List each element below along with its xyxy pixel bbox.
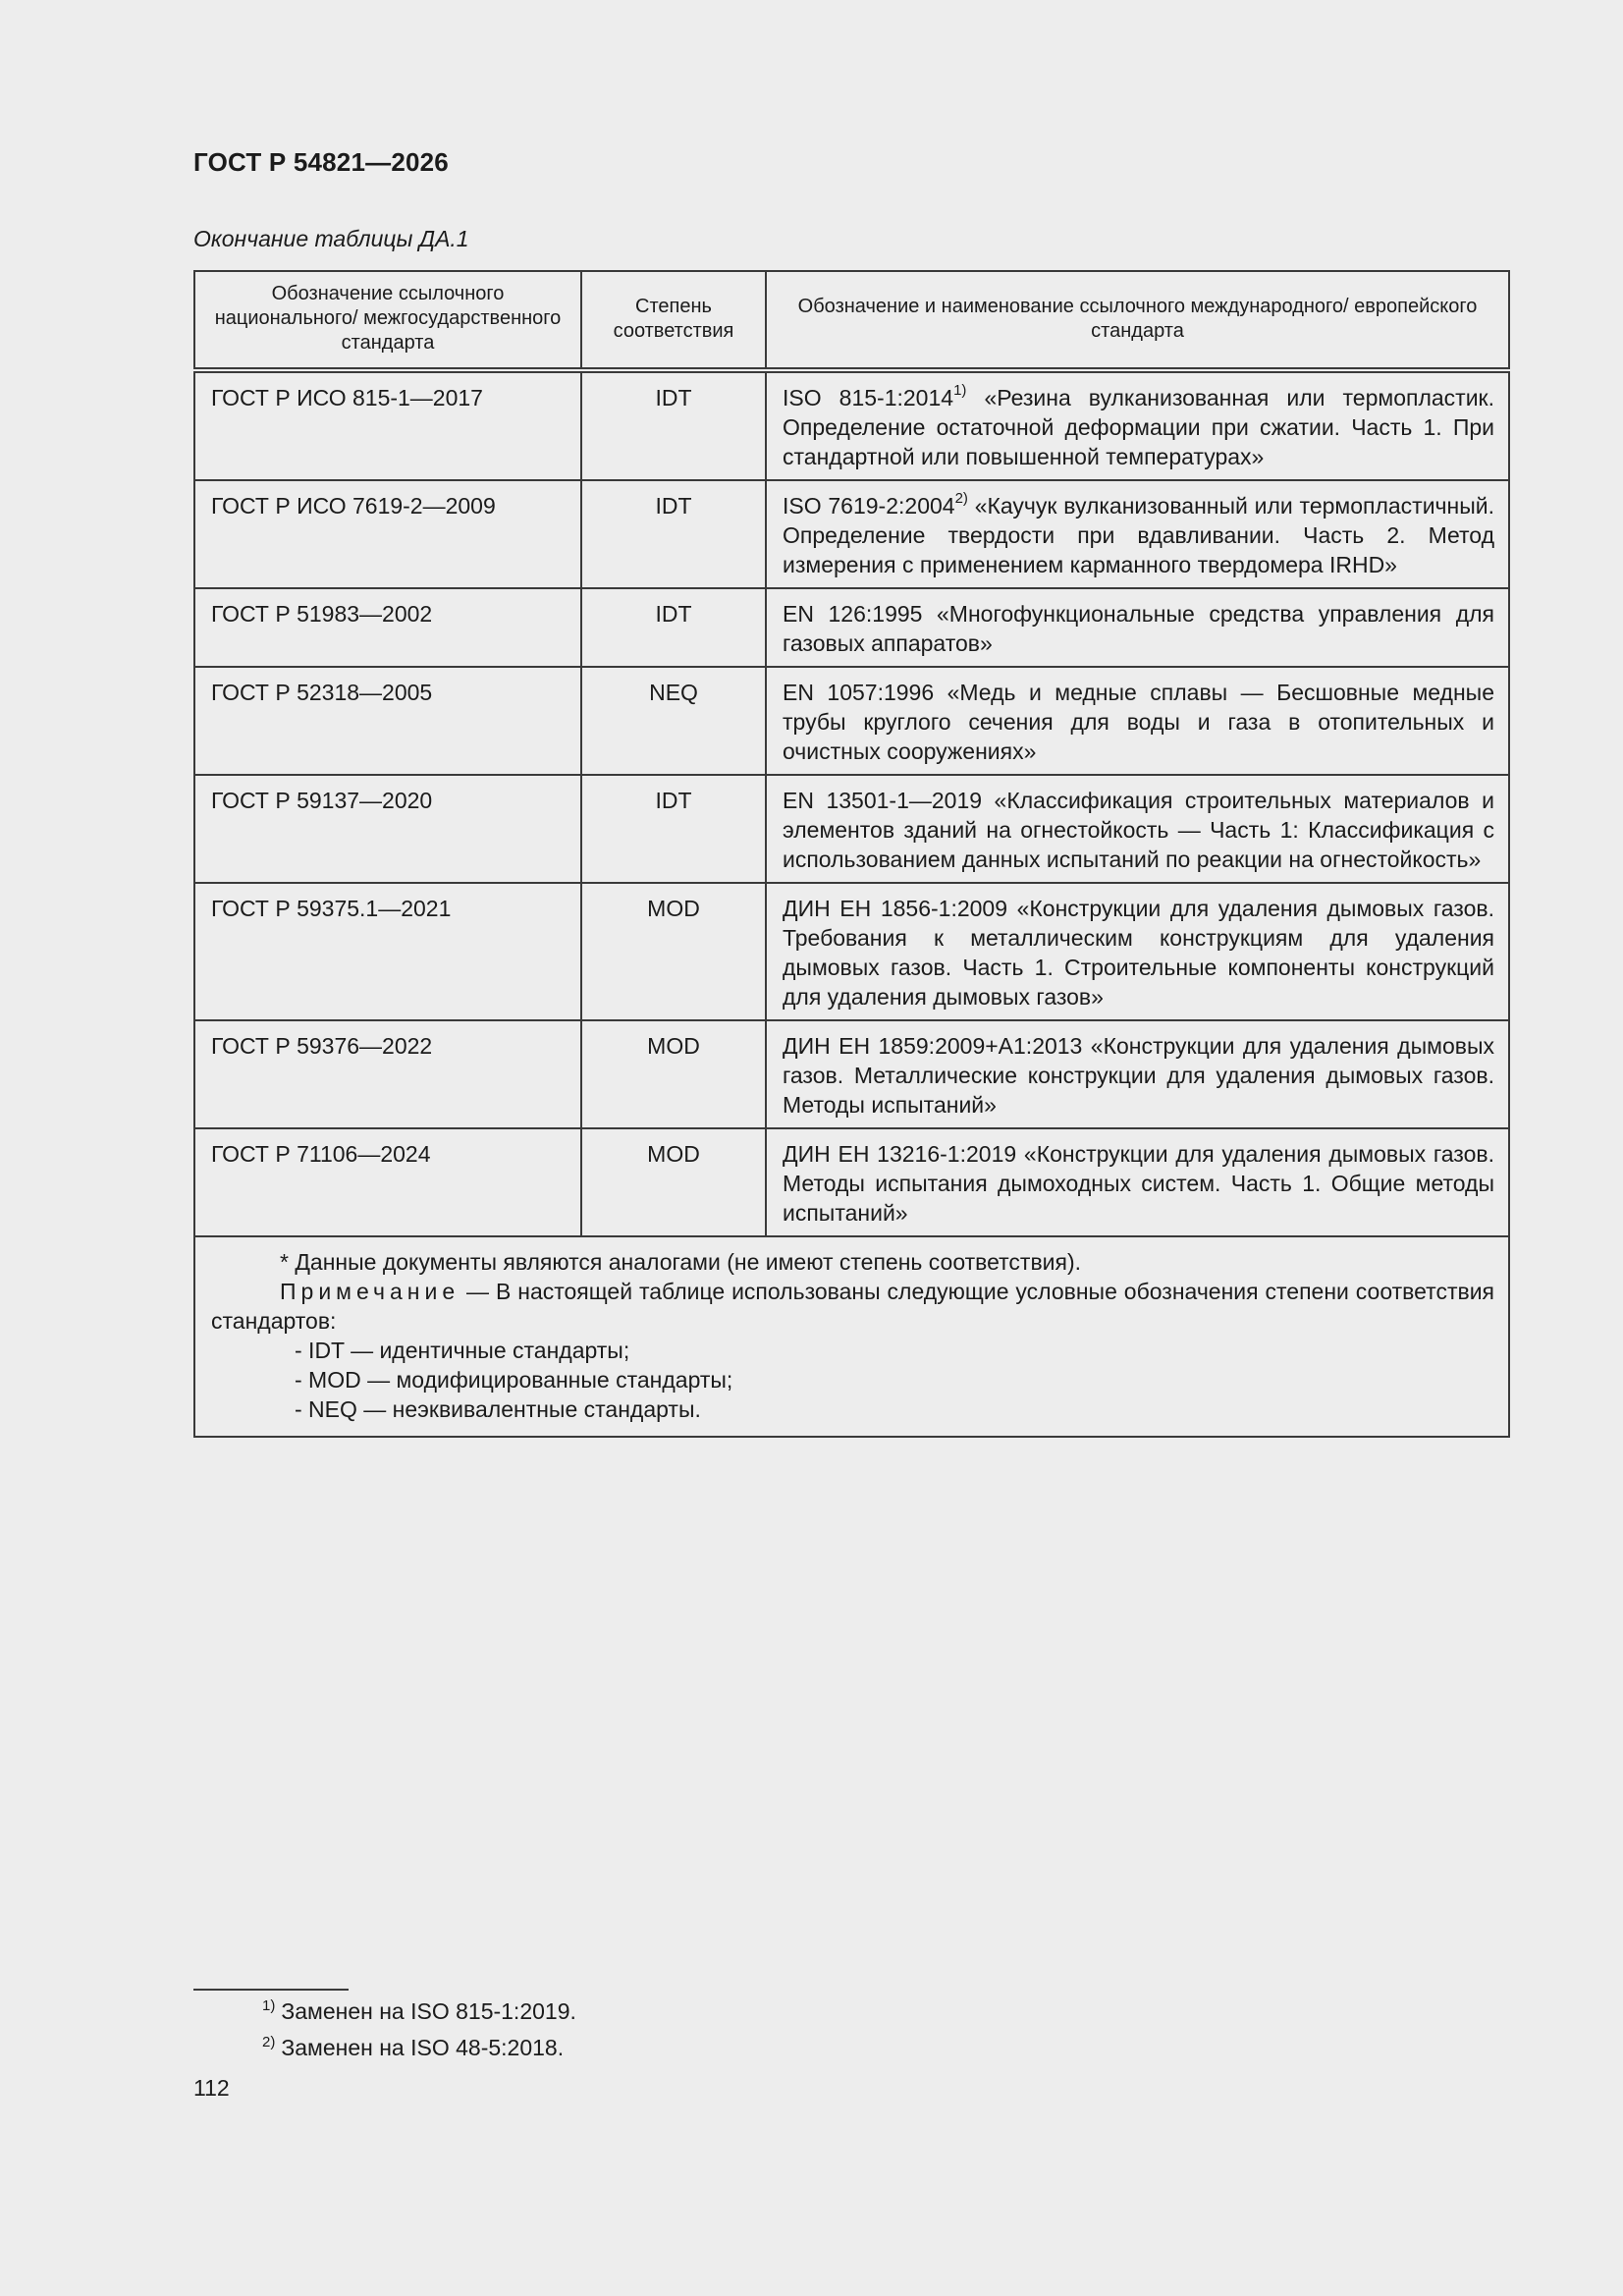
footnote-divider [193, 1989, 349, 1991]
international-standard-cell [766, 667, 1509, 775]
footnote-mark: 2) [262, 2034, 276, 2050]
reference-title: «Каучук вулканизованный или термопластичный. Определение твердости при вдавливании. Часть 2. Метод измерения с применением карманного твердомера IRHD» [783, 493, 1495, 577]
table-row [194, 883, 1509, 1020]
degree-cell: MOD [581, 1020, 766, 1128]
note-label: Примечание [280, 1279, 460, 1304]
document-header: ГОСТ Р 54821—2026 [193, 147, 449, 177]
reference-text: EN 13501-1—2019 «Классификация строительных материалов и элементов зданий на огнестойкость — Часть 1: Классификация с использованием данных испытаний по реакции на огнестойкость» [783, 788, 1494, 872]
footnote-mark: 1) [262, 1997, 276, 2014]
international-standard-cell [766, 370, 1509, 480]
footnote-text: Заменен на ISO 815-1:2019. [281, 1998, 576, 2024]
asterisk-note: * Данные документы являются аналогами (не имеют степень соответствия). [280, 1249, 1082, 1275]
reference-text: EN 1057:1996 «Медь и медные сплавы — Бесшовные медные трубы круглого сечения для воды и газа в отопительных и очистных сооружениях» [783, 680, 1494, 764]
international-standard-cell [766, 1128, 1509, 1236]
international-standard-cell [766, 883, 1509, 1020]
international-standard-cell [766, 1020, 1509, 1128]
footnote-text: Заменен на ISO 48-5:2018. [281, 2035, 565, 2060]
national-standard-cell: ГОСТ Р 59375.1—2021 [194, 883, 581, 1020]
national-standard-cell: ГОСТ Р 71106—2024 [194, 1128, 581, 1236]
note-list-item: - IDT — идентичные стандарты; [295, 1338, 630, 1363]
notes-row [194, 1236, 1509, 1437]
footnote-reference: 2) [954, 490, 968, 508]
reference-text: ДИН ЕН 1859:2009+А1:2013 «Конструкции для удаления дымовых газов. Металлические конструкции для удаления дымовых газов. Методы испытаний» [783, 1033, 1494, 1118]
international-standard-cell [766, 775, 1509, 883]
table-header-row [194, 271, 1509, 370]
degree-cell: IDT [581, 775, 766, 883]
national-standard-cell: ГОСТ Р 52318—2005 [194, 667, 581, 775]
table-row [194, 775, 1509, 883]
reference-title: «Резина вулканизованная или термопластик. Определение остаточной деформации при сжатии. Часть 1. При стандартной или повышенной температурах» [783, 385, 1494, 469]
degree-cell: MOD [581, 1128, 766, 1236]
designation-note [211, 1277, 1494, 1336]
national-standard-cell: ГОСТ Р 59137—2020 [194, 775, 581, 883]
degree-cell: NEQ [581, 667, 766, 775]
degree-cell: IDT [581, 588, 766, 667]
degree-cell: IDT [581, 370, 766, 480]
degree-cell: MOD [581, 883, 766, 1020]
note-list-item: - MOD — модифицированные стандарты; [295, 1367, 733, 1393]
header-degree: Степень соответствия [581, 271, 766, 370]
footnote-reference: 1) [953, 382, 967, 400]
reference-text: ДИН ЕН 13216-1:2019 «Конструкции для удаления дымовых газов. Методы испытания дымоходных систем. Часть 1. Общие методы испытаний» [783, 1141, 1494, 1226]
note-text: — В настоящей таблице использованы следующие условные обозначения степени соответствия стандартов: [211, 1279, 1494, 1334]
table-row [194, 588, 1509, 667]
table-row [194, 1128, 1509, 1236]
header-international-standard: Обозначение и наименование ссылочного международного/ европейского стандарта [766, 271, 1509, 370]
national-standard-cell: ГОСТ Р ИСО 7619-2—2009 [194, 480, 581, 588]
footnote-1 [262, 1998, 576, 2025]
footnote-2 [262, 2035, 564, 2061]
reference-text: EN 126:1995 «Многофункциональные средства управления для газовых аппаратов» [783, 601, 1494, 656]
table-caption: Окончание таблицы ДА.1 [193, 226, 469, 251]
national-standard-cell: ГОСТ Р ИСО 815-1—2017 [194, 370, 581, 480]
international-standard-cell [766, 480, 1509, 588]
reference-text: ISO 7619-2:2004 [783, 493, 955, 519]
reference-text: ДИН ЕН 1856-1:2009 «Конструкции для удаления дымовых газов. Требования к металлическим конструкциям для удаления дымовых газов. Часть 1. Строительные компоненты конструкций для удаления дымовых газов» [783, 896, 1494, 1010]
national-standard-cell: ГОСТ Р 51983—2002 [194, 588, 581, 667]
table-row [194, 1020, 1509, 1128]
national-standard-cell: ГОСТ Р 59376—2022 [194, 1020, 581, 1128]
table-row [194, 667, 1509, 775]
reference-standards-table [193, 270, 1510, 1438]
reference-text: ISO 815-1:2014 [783, 385, 954, 410]
header-national-standard: Обозначение ссылочного национального/ межгосударственного стандарта [194, 271, 581, 370]
notes-cell [194, 1236, 1509, 1437]
table-row [194, 370, 1509, 480]
international-standard-cell [766, 588, 1509, 667]
table-row [194, 480, 1509, 588]
degree-cell: IDT [581, 480, 766, 588]
note-list-item: - NEQ — неэквивалентные стандарты. [295, 1396, 701, 1422]
page-number: 112 [193, 2075, 230, 2101]
